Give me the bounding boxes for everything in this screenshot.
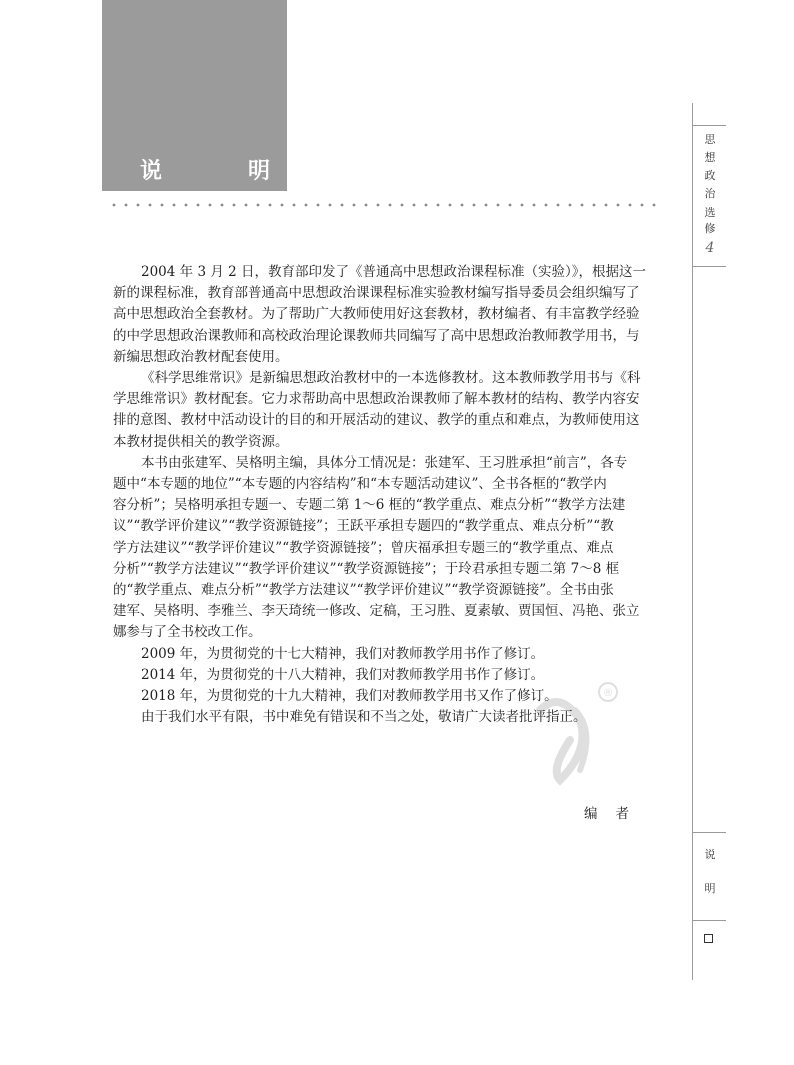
page-title bbox=[140, 160, 270, 184]
body-line: 2004 年 3 月 2 日，教育部印发了《普通高中思想政治课程标准（实验）》，根据这一 bbox=[141, 264, 646, 280]
body-line: 学方法建议”“教学评价建议”“教学资源链接”；曾庆福承担专题三的“教学重点、难点 bbox=[113, 539, 614, 556]
body-line: 2018 年，为贯彻党的十九大精神，我们对教师教学用书又作了修订。 bbox=[141, 688, 558, 705]
body-line: 高中思想政治全套教材。为了帮助广大教师使用好这套教材，教材编者、有丰富教学经验 bbox=[113, 306, 640, 323]
body-line: 娜参与了全书校改工作。 bbox=[113, 624, 262, 641]
body-line: 建军、吴格明、李雅兰、李天琦统一修改、定稿，王习胜、夏素敏、贾国恒、冯艳、张立 bbox=[113, 603, 640, 620]
side-tab-char: 想 bbox=[704, 151, 716, 164]
dotted-divider bbox=[108, 203, 656, 207]
body-line: 容分析”；吴格明承担专题一、专题二第 1～6 框的“教学重点、难点分析”“教学方法建 bbox=[113, 497, 626, 514]
body-line: 排的意图、教材中活动设计的目的和开展活动的建议、教学的重点和难点，为教师使用这 bbox=[113, 412, 640, 429]
body-text bbox=[113, 262, 653, 728]
side-tab-char: 政 bbox=[704, 169, 716, 182]
body-line: 议”“教学评价建议”“教学资源链接”；王跃平承担专题四的“教学重点、难点分析”“教 bbox=[113, 518, 614, 535]
side-tab-char: 选 bbox=[704, 206, 716, 219]
volume-number: 4 bbox=[705, 240, 715, 256]
body-line: 学思维常识》教材配套。它力求帮助高中思想政治课教师了解本教材的结构、教学内容安 bbox=[113, 391, 640, 408]
page-marker-square bbox=[704, 934, 713, 943]
body-line: 题中“本专题的地位”“本专题的内容结构”和“本专题活动建议”、全书各框的“教学内 bbox=[113, 476, 607, 493]
body-line: 的“教学重点、难点分析”“教学方法建议”“教学评价建议”“教学资源链接”。全书由张 bbox=[113, 582, 614, 599]
body-line: 新编思想政治教材配套使用。 bbox=[113, 348, 289, 365]
body-line: 分析”“教学方法建议”“教学评价建议”“教学资源链接”；于玲君承担专题二第 7～8 框 bbox=[113, 560, 620, 577]
side-tab-char: 治 bbox=[704, 187, 716, 200]
body-line: 《科学思维常识》是新编思想政治教材中的一本选修教材。这本教师教学用书与《科 bbox=[141, 370, 641, 387]
side-tab-char: 明 bbox=[704, 882, 716, 895]
body-line: 本书由张建军、吴格明主编，具体分工情况是：张建军、王习胜承担“前言”，各专 bbox=[141, 454, 628, 471]
signature: 编者 bbox=[584, 806, 647, 822]
side-tab-char: 思 bbox=[704, 133, 716, 146]
body-line: 由于我们水平有限，书中难免有错误和不当之处，敬请广大读者批评指正。 bbox=[141, 709, 587, 726]
body-line: 本教材提供相关的教学资源。 bbox=[113, 433, 289, 450]
side-tab-bottom bbox=[692, 832, 726, 921]
side-tab-char: 说 bbox=[704, 848, 716, 861]
body-line: 新的课程标准，教育部普通高中思想政治课课程标准实验教材编写指导委员会组织编写了 bbox=[113, 285, 640, 302]
page-title-char-2: 明 bbox=[247, 159, 270, 184]
body-line: 2014 年，为贯彻党的十八大精神，我们对教师教学用书作了修订。 bbox=[141, 666, 545, 683]
side-tab-char: 修 bbox=[704, 222, 716, 235]
body-line: 的中学思想政治课教师和高校政治理论课教师共同编写了高中思想政治教师教学用书，与 bbox=[113, 327, 640, 344]
registered-mark: ® bbox=[602, 686, 614, 699]
page-title-char-1: 说 bbox=[140, 159, 163, 184]
body-line: 2009 年，为贯彻党的十七大精神，我们对教师教学用书作了修订。 bbox=[141, 645, 545, 662]
